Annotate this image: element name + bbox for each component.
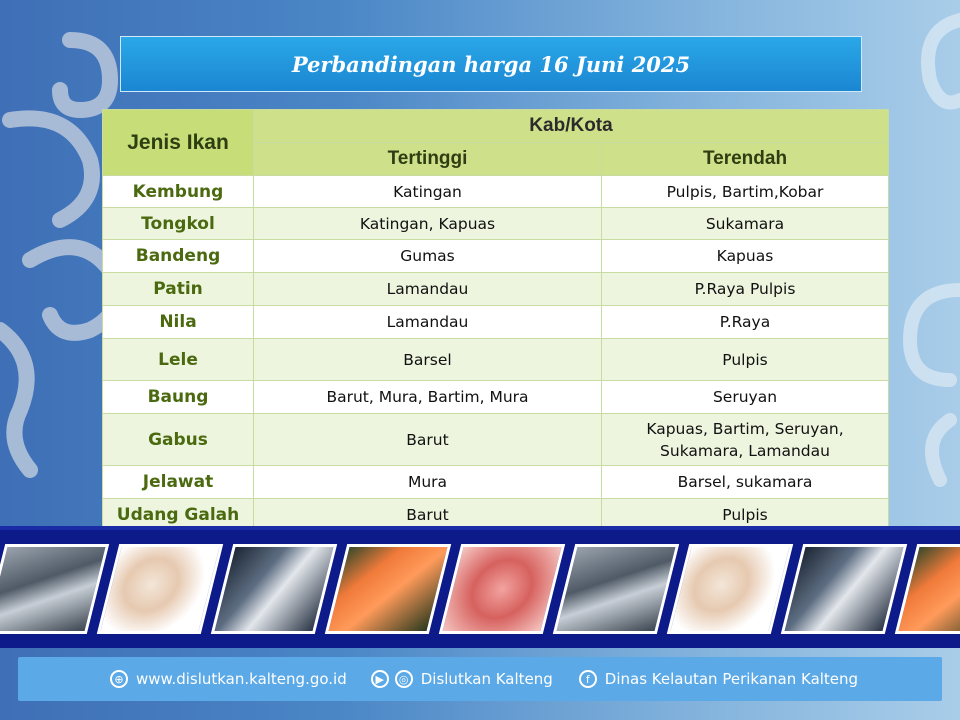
table-row bbox=[103, 381, 889, 414]
fish-name: Kembung bbox=[103, 176, 254, 208]
snapper-photo bbox=[439, 544, 565, 634]
fish-name: Udang Galah bbox=[103, 499, 254, 532]
highest-cell: Katingan, Kapuas bbox=[254, 208, 602, 240]
website-link[interactable]: www.dislutkan.kalteng.go.id bbox=[136, 670, 347, 688]
lowest-cell: Kapuas, Bartim, Seruyan, Sukamara, Lamandau bbox=[602, 414, 889, 466]
header-regency: Kab/Kota bbox=[254, 110, 889, 143]
table-row bbox=[103, 273, 889, 306]
table-row bbox=[103, 306, 889, 339]
table-row bbox=[103, 466, 889, 499]
header-highest: Tertinggi bbox=[254, 143, 602, 176]
lowest-cell: Sukamara bbox=[602, 208, 889, 240]
highest-cell: Katingan bbox=[254, 176, 602, 208]
lowest-cell: Seruyan bbox=[602, 381, 889, 414]
highest-cell: Gumas bbox=[254, 240, 602, 273]
fish-name: Bandeng bbox=[103, 240, 254, 273]
highest-cell: Barut bbox=[254, 414, 602, 466]
highest-cell: Barsel bbox=[254, 339, 602, 381]
table-row bbox=[103, 240, 889, 273]
youtube-icon: ▶ bbox=[371, 670, 389, 688]
fish-photo bbox=[553, 544, 679, 634]
header-lowest: Terendah bbox=[602, 143, 889, 176]
highest-cell: Barut, Mura, Bartim, Mura bbox=[254, 381, 602, 414]
globe-icon: ⊕ bbox=[110, 670, 128, 688]
fish-name: Nila bbox=[103, 306, 254, 339]
highest-cell: Mura bbox=[254, 466, 602, 499]
lowest-cell: Kapuas bbox=[602, 240, 889, 273]
highest-cell: Barut bbox=[254, 499, 602, 532]
right-ornament bbox=[880, 0, 960, 520]
facebook-icon: f bbox=[579, 670, 597, 688]
fish-photo bbox=[0, 544, 109, 634]
fish-name: Patin bbox=[103, 273, 254, 306]
footer-bar bbox=[18, 657, 942, 701]
salmon-photo bbox=[895, 544, 960, 634]
page-title: Perbandingan harga 16 Juni 2025 bbox=[120, 36, 862, 92]
lowest-cell: Pulpis bbox=[602, 499, 889, 532]
social-account[interactable]: Dislutkan Kalteng bbox=[420, 670, 553, 688]
mackerel-photo bbox=[211, 544, 337, 634]
instagram-icon: ◎ bbox=[395, 670, 413, 688]
salmon-photo bbox=[325, 544, 451, 634]
mackerel-photo bbox=[781, 544, 907, 634]
table-row bbox=[103, 208, 889, 240]
fish-name: Tongkol bbox=[103, 208, 254, 240]
seafood-filmstrip bbox=[0, 526, 960, 648]
facebook-page[interactable]: Dinas Kelautan Perikanan Kalteng bbox=[604, 670, 859, 688]
price-comparison-table bbox=[102, 109, 888, 532]
lowest-cell: Pulpis bbox=[602, 339, 889, 381]
highest-cell: Lamandau bbox=[254, 273, 602, 306]
lowest-cell: Barsel, sukamara bbox=[602, 466, 889, 499]
shrimp-photo bbox=[97, 544, 223, 634]
lowest-cell: Pulpis, Bartim,Kobar bbox=[602, 176, 889, 208]
header-fish-type: Jenis Ikan bbox=[103, 110, 254, 176]
table-row bbox=[103, 176, 889, 208]
table-row bbox=[103, 414, 889, 466]
lowest-cell: P.Raya Pulpis bbox=[602, 273, 889, 306]
fish-name: Baung bbox=[103, 381, 254, 414]
fish-name: Gabus bbox=[103, 414, 254, 466]
fish-name: Jelawat bbox=[103, 466, 254, 499]
fish-name: Lele bbox=[103, 339, 254, 381]
highest-cell: Lamandau bbox=[254, 306, 602, 339]
shrimp-photo bbox=[667, 544, 793, 634]
lowest-cell: P.Raya bbox=[602, 306, 889, 339]
table-row bbox=[103, 339, 889, 381]
